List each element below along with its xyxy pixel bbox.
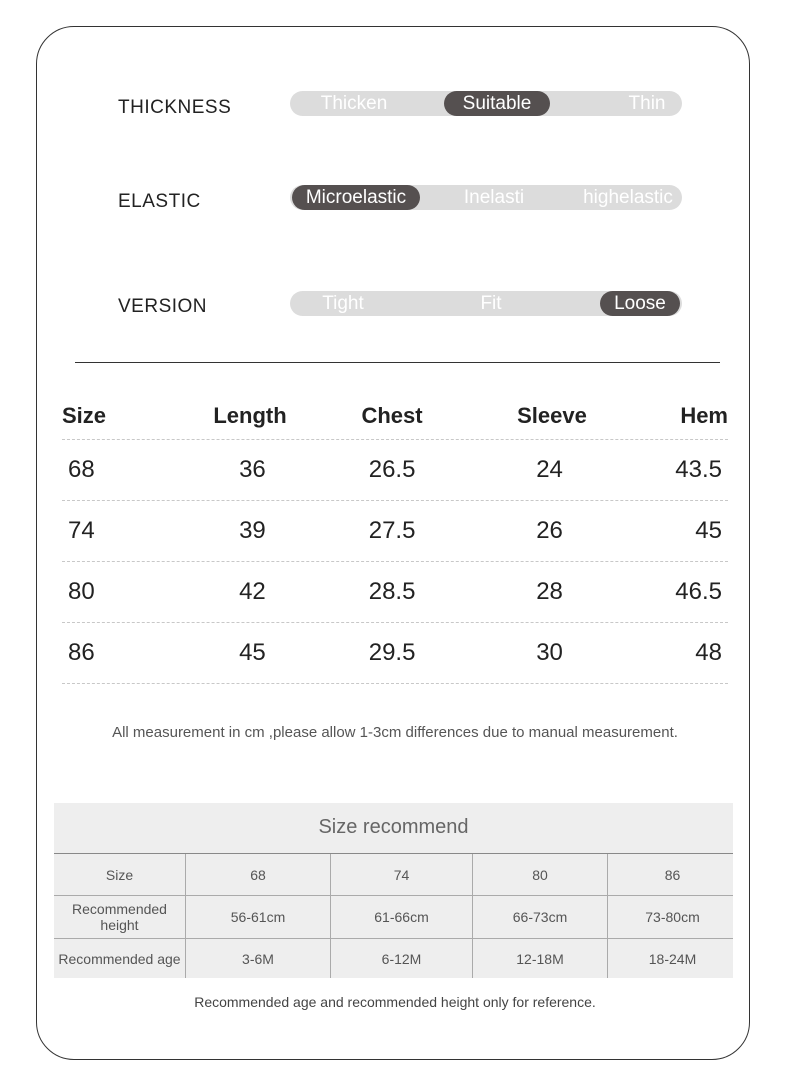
table-cell: 3-6M: [185, 939, 330, 978]
table-row: [54, 896, 733, 939]
size-recommend-title: Size recommend: [54, 803, 733, 854]
table-cell: 56-61cm: [185, 896, 330, 938]
table-cell: 6-12M: [330, 939, 472, 978]
version-option-tight: Tight: [322, 293, 364, 314]
table-cell: 73-80cm: [607, 896, 737, 938]
cell-length: 42: [239, 578, 266, 605]
elastic-option-highelastic: highelastic: [583, 187, 673, 208]
table-cell: 12-18M: [472, 939, 607, 978]
header-length: Length: [213, 403, 287, 428]
thickness-option-thin: Thin: [628, 93, 666, 114]
table-cell: 86: [607, 854, 737, 895]
measurement-table: [62, 393, 728, 684]
cell-sleeve: 28: [536, 578, 563, 605]
reference-footnote: Recommended age and recommended height only for reference.: [194, 994, 596, 1010]
table-row: [54, 854, 733, 896]
version-scale: [290, 291, 682, 316]
elastic-option-microelastic: Microelastic: [292, 185, 420, 210]
cell-length: 39: [239, 517, 266, 544]
table-cell: 74: [330, 854, 472, 895]
cell-length: 36: [239, 456, 266, 483]
section-divider: [75, 362, 720, 363]
measurement-note: All measurement in cm ,please allow 1-3cm differences due to manual measurement.: [112, 724, 678, 741]
cell-chest: 29.5: [368, 639, 416, 666]
thickness-option-thicken: Thicken: [320, 93, 388, 114]
cell-size: 74: [68, 517, 95, 544]
version-label: VERSION: [118, 296, 208, 317]
cell-chest: 28.5: [368, 578, 416, 605]
cell-length: 45: [239, 639, 266, 666]
row-label-size: Size: [105, 866, 134, 883]
cell-hem: 43.5: [675, 456, 722, 483]
elastic-scale: [290, 185, 682, 210]
cell-sleeve: 30: [536, 639, 563, 666]
elastic-label: ELASTIC: [118, 191, 201, 212]
size-recommend-table: [54, 803, 733, 978]
header-size: Size: [62, 403, 107, 428]
cell-chest: 26.5: [368, 456, 416, 483]
table-row: [54, 939, 733, 978]
cell-hem: 48: [695, 639, 722, 666]
cell-size: 80: [68, 578, 95, 605]
cell-hem: 45: [695, 517, 722, 544]
header-sleeve: Sleeve: [517, 403, 587, 428]
table-cell: 18-24M: [607, 939, 737, 978]
table-cell: 66-73cm: [472, 896, 607, 938]
thickness-option-suitable: Suitable: [444, 91, 550, 116]
table-row: [62, 500, 728, 561]
table-row: [62, 439, 728, 500]
elastic-option-inelasti: Inelasti: [463, 187, 525, 208]
table-cell: 80: [472, 854, 607, 895]
table-cell: 68: [185, 854, 330, 895]
cell-sleeve: 24: [536, 456, 563, 483]
thickness-label: THICKNESS: [118, 97, 232, 118]
cell-sleeve: 26: [536, 517, 563, 544]
row-label-height: Recommended height: [72, 901, 167, 933]
measurement-header-row: [62, 393, 728, 439]
cell-hem: 46.5: [675, 578, 722, 605]
row-label-age: Recommended age: [58, 950, 181, 967]
table-row: [62, 561, 728, 622]
cell-size: 86: [68, 639, 95, 666]
header-chest: Chest: [361, 403, 423, 428]
version-option-fit: Fit: [480, 293, 502, 314]
thickness-scale: [290, 91, 682, 116]
table-row: [62, 622, 728, 684]
table-cell: 61-66cm: [330, 896, 472, 938]
version-option-loose: Loose: [600, 291, 680, 316]
header-hem: Hem: [680, 403, 728, 428]
cell-size: 68: [68, 456, 95, 483]
cell-chest: 27.5: [368, 517, 416, 544]
